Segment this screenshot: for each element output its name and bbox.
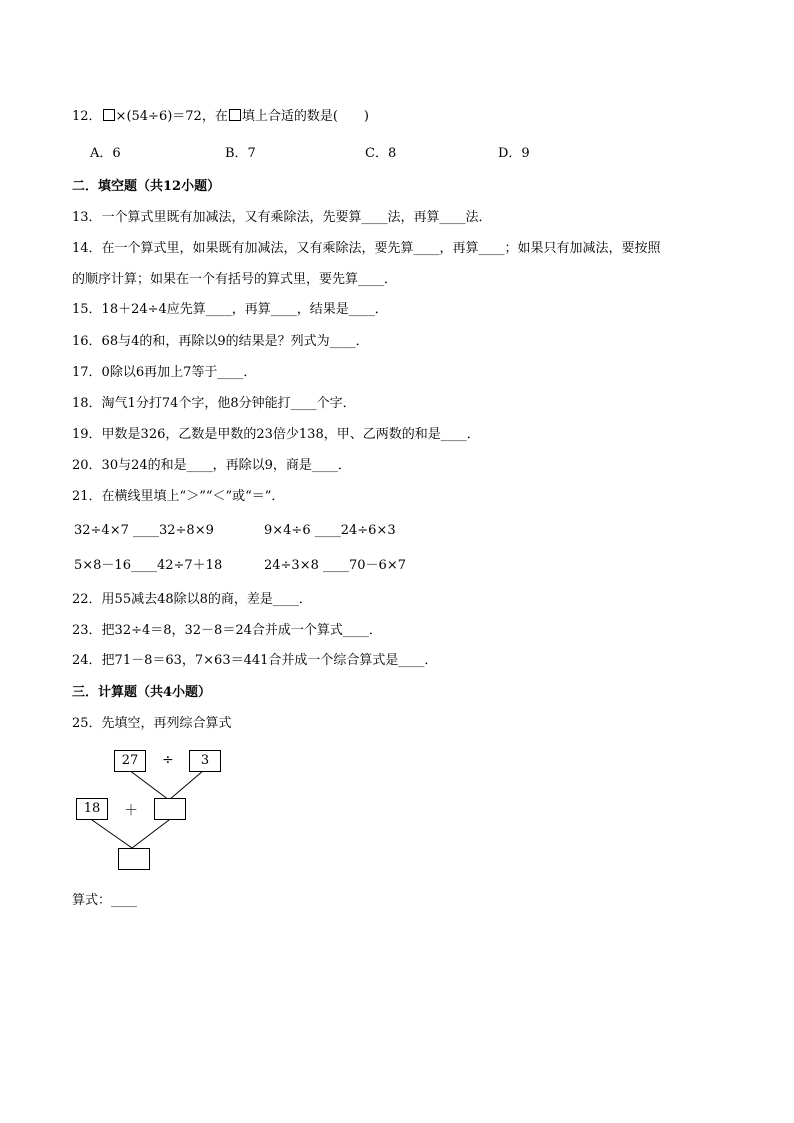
calculation-tree <box>74 748 234 876</box>
tree-plus-sign: ＋ <box>124 803 138 819</box>
section-calculation-heading: 三．计算题（共4小题） <box>72 685 212 700</box>
q12-option-b: B．7 <box>225 146 256 161</box>
question-13: 13．一个算式里既有加减法，又有乘除法，先要算____法，再算____法． <box>72 210 492 225</box>
section-fill-blank-heading: 二．填空题（共12小题） <box>72 179 221 194</box>
tree-blank-box-middle[interactable] <box>154 798 186 820</box>
q12-option-d: D．9 <box>498 146 530 161</box>
q21-item-2: 9×4÷6 ____24÷6×3 <box>264 523 396 538</box>
tree-box-18: 18 <box>76 798 108 820</box>
q21-item-4: 24÷3×8 ____70－6×7 <box>264 558 406 573</box>
question-20: 20．30与24的和是____，再除以9，商是____． <box>72 458 351 473</box>
question-23: 23．把32÷4＝8，32－8＝24合并成一个算式____． <box>72 623 382 638</box>
q21-item-3: 5×8－16____42÷7＋18 <box>74 558 223 573</box>
question-18: 18．淘气1分打74个字，他8分钟能打____个字． <box>72 396 356 411</box>
blank-box-icon <box>229 109 241 121</box>
question-24: 24．把71－8＝63，7×63＝441合并成一个综合算式是____． <box>72 653 438 668</box>
q12-tail: 填上合适的数是( ) <box>241 109 369 124</box>
tree-blank-box-result[interactable] <box>118 848 150 870</box>
tree-box-3: 3 <box>189 750 221 772</box>
blank-box-icon <box>103 109 115 121</box>
q12-option-c: C．8 <box>365 146 397 161</box>
q21-item-1: 32÷4×7 ____32÷8×9 <box>74 523 214 538</box>
question-21: 21．在横线里填上“＞”“＜”或“＝”． <box>72 489 285 504</box>
question-14-line2: 的顺序计算；如果在一个有括号的算式里，要先算____． <box>72 272 398 287</box>
question-15: 15．18＋24÷4应先算____，再算____，结果是____． <box>72 302 388 317</box>
tree-divide-sign: ÷ <box>162 752 174 768</box>
question-25: 25．先填空，再列综合算式 <box>72 716 232 731</box>
formula-line: 算式：____ <box>72 893 138 908</box>
question-22: 22．用55减去48除以8的商，差是____． <box>72 592 312 607</box>
tree-box-27: 27 <box>114 750 146 772</box>
q12-expression: ×(54÷6)＝72，在 <box>115 109 228 124</box>
question-14-line1: 14．在一个算式里，如果既有加减法，又有乘除法，要先算____，再算____；如果只有加减法，要按照 <box>72 241 661 256</box>
question-16: 16．68与4的和，再除以9的结果是？列式为____． <box>72 334 369 349</box>
question-19: 19．甲数是326，乙数是甲数的23倍少138，甲、乙两数的和是____． <box>72 427 480 442</box>
q12-number: 12． <box>72 109 102 124</box>
question-12 <box>72 108 369 126</box>
q12-option-a: A．6 <box>90 146 121 161</box>
question-17: 17．0除以6再加上7等于____． <box>72 365 257 380</box>
